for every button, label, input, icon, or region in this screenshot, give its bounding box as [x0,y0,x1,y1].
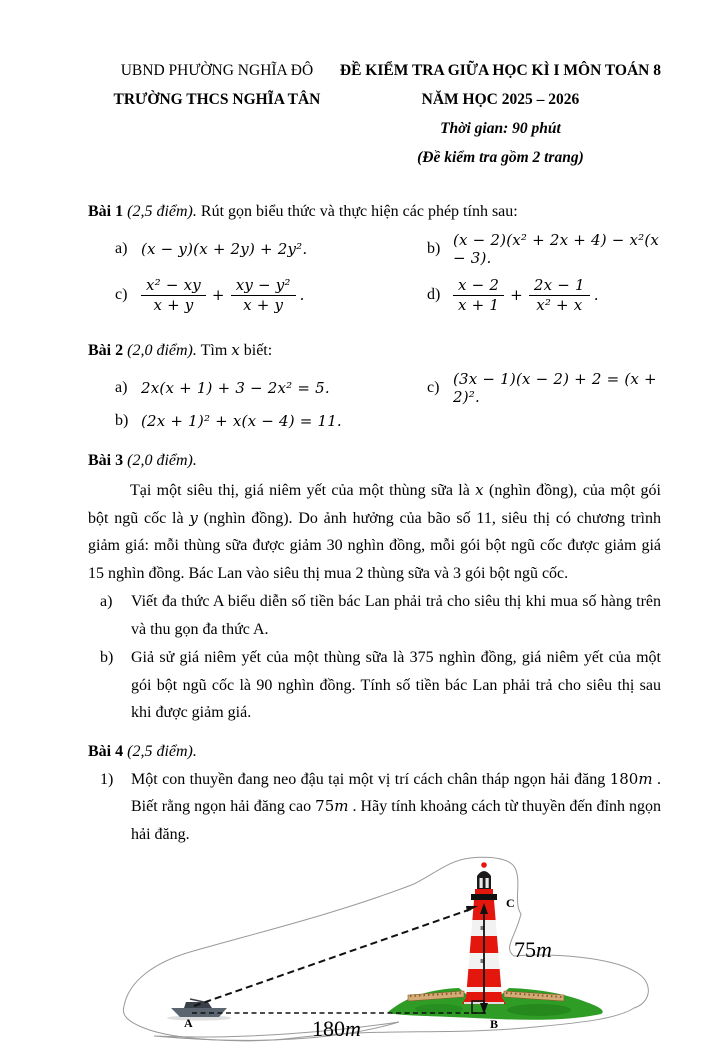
distance-value: 180 [609,769,639,788]
exercise3-problem-text [88,477,661,587]
exercise1-title: Bài 1 [88,203,124,220]
period: . [299,286,305,304]
item-label: c) [427,379,440,396]
item-label: c) [115,286,128,303]
fraction-numerator: x − 2 [458,275,500,294]
math-expression: (3x − 1)(x − 2) + 2 = (x + 2)². [453,370,657,406]
exercise2-item-b [88,406,400,436]
school-name: TRƯỜNG THCS NGHĨA TÂN [113,91,321,108]
fraction-numerator: 2x − 1 [533,275,585,294]
exercise1-item-a [88,231,400,267]
paragraph-text: (nghìn đồng). Do ảnh hưởng của bão số 11, siêu thị có chương trình giảm giá: mỗi thùng sữa được giảm 30 nghìn đồng, mỗi gói bột ngũ cốc được giảm giá 15 nghìn đồng. Bác Lan vào siêu thị mua 2 thùng sữa và 3 gói bột ngũ cốc. [88,509,662,582]
height-dimension-label: 75m [514,937,552,962]
item-label: d) [427,286,441,303]
exercise1-item-b [400,231,661,267]
exercise2-item-a [88,370,400,406]
exam-duration: Thời gian: 90 phút [440,120,561,137]
point-label-B: B [490,1017,499,1031]
fraction [141,276,206,315]
variable-x: x [231,341,240,359]
exercise2-row-b [88,406,661,436]
org-name: UBND PHƯỜNG NGHĨA ĐÔ [120,62,314,79]
fraction [231,276,296,315]
item-text-part: Một con thuyền đang neo đậu tại một vị trí cách chân tháp ngọn hải đăng [131,770,610,788]
exercise3-heading [88,448,661,474]
item-label: a) [100,593,113,610]
fraction-denominator: x + y [231,295,296,315]
exercise4-title: Bài 4 [88,742,124,760]
header-exam-block [340,56,661,172]
exercise2-item-c [400,370,661,406]
item-text-part: . Biết rằng ngọn hải đăng cao [131,770,662,815]
item-label: b) [100,649,114,666]
item-label: 1) [100,770,114,788]
base-dimension-label: 180m [312,1016,361,1041]
lighthouse-figure [94,856,661,1051]
exercise2-points: (2,0 điểm). [127,342,197,359]
exercise3-item-b [88,644,661,727]
exercise2-title: Bài 2 [88,342,124,359]
item-text: Viết đa thức A biểu diễn số tiền bác Lan phải trả cho siêu thị khi mua số hàng trên và thu gọn đa thức A. [131,593,661,638]
point-label-A: A [184,1016,193,1030]
plus-operator: + [510,286,523,304]
exam-title: ĐỀ KIỂM TRA GIỮA HỌC KÌ I MÔN TOÁN 8 [339,62,661,79]
exercise3-title: Bài 3 [88,452,124,469]
exercise4-item-1 [88,766,661,849]
exercise3-points: (2,0 điểm). [127,452,197,469]
exercise3-item-a [88,588,661,643]
fraction-denominator: x + y [141,295,206,315]
fraction [529,276,590,315]
exercise1-heading [88,199,661,225]
exercise1-item-c [88,267,400,323]
variable-x: x [475,481,484,499]
exercise4-heading [88,739,661,765]
distance-unit: m [638,769,653,788]
fraction-numerator: xy − y² [235,275,291,294]
height-unit: m [334,797,349,815]
math-expression: 2x(x + 1) + 3 − 2x² = 5. [141,379,330,397]
island-shade [507,1004,571,1016]
exercise2-row-ac [88,370,661,406]
exam-pages-note: (Đề kiểm tra gồm 2 trang) [417,149,584,166]
point-label-C: C [506,896,515,910]
paragraph-text: (nghìn đồng), của một gói bột ngũ cốc là [88,482,661,527]
exercise1-row-cd [88,267,661,323]
item-text-part: . Hãy tính khoảng cách từ thuyền đến đỉnh ngọn hải đăng. [131,798,661,843]
exercise1-item-d [400,267,661,323]
fraction-denominator: x² + x [529,295,590,315]
exercise2-heading [88,337,661,364]
variable-y: y [189,508,198,527]
paragraph-text: Tại một siêu thị, giá niêm yết của một thùng sữa là [130,482,476,499]
fraction [453,276,504,315]
item-label: a) [115,240,128,257]
math-expression: (x − y)(x + 2y) + 2y². [141,240,308,258]
exercise2-intro-post: biết: [243,342,273,359]
header-school-block [94,56,340,172]
exercise1-points: (2,5 điểm). [127,203,197,220]
exercise1-row-ab [88,231,661,267]
height-value: 75 [315,797,335,815]
school-year: NĂM HỌC 2025 – 2026 [421,91,580,108]
math-expression: (2x + 1)² + x(x − 4) = 11. [141,412,342,430]
exam-header [88,56,661,172]
lighthouse-diagram [94,856,654,1046]
item-text: Giả sử giá niêm yết của một thùng sữa là 375 nghìn đồng, giá niêm yết của một gói bột ngũ cốc là 90 nghìn đồng. Tính số tiền bác Lan phải trả cho siêu thị sau khi được giảm giá. [131,649,661,721]
item-label: a) [115,379,128,396]
item-text [131,766,661,849]
exercise2-intro-pre: Tìm [200,342,228,359]
fraction-numerator: x² − xy [146,275,201,294]
math-expression: (x − 2)(x² + 2x + 4) − x²(x − 3). [453,231,660,267]
exercise4-points: (2,5 điểm). [127,742,197,760]
plus-operator: + [211,286,225,304]
item-label: b) [115,412,129,429]
exercise1-intro: Rút gọn biểu thức và thực hiện các phép tính sau: [200,203,518,220]
fraction-denominator: x + 1 [453,295,504,315]
boat-icon [167,999,231,1021]
period: . [593,286,599,304]
item-label: b) [427,240,441,257]
